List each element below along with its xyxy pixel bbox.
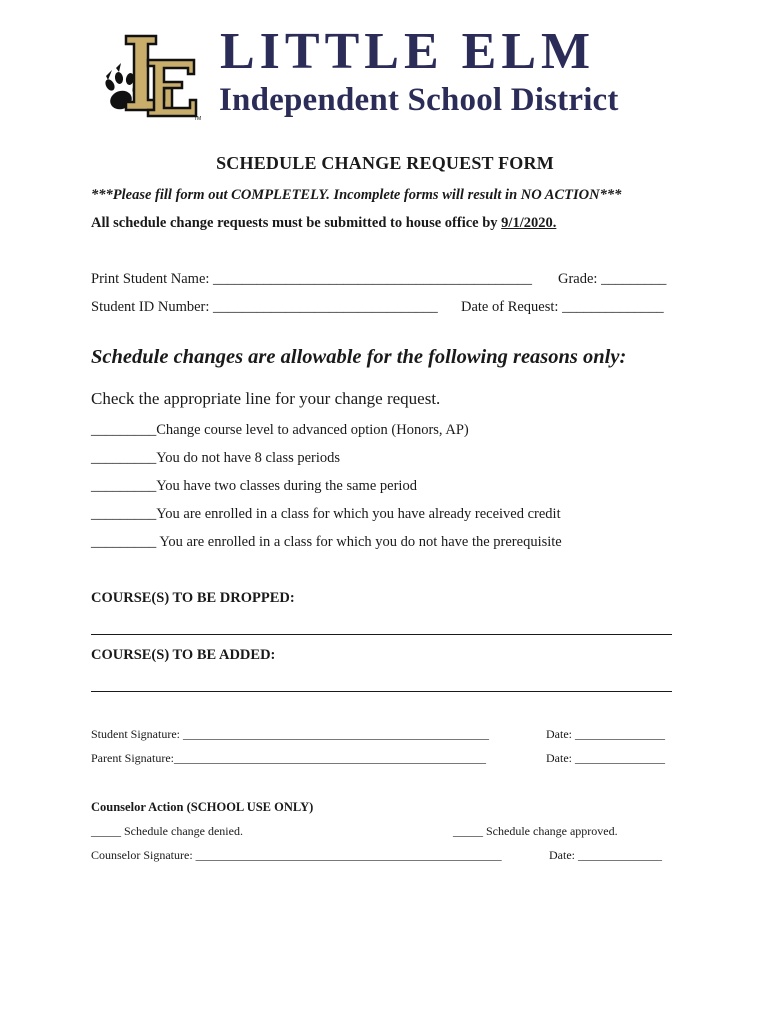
parent-signature-date[interactable]: Date: _______________ xyxy=(546,751,665,765)
district-name: LITTLE ELM xyxy=(220,23,596,80)
check-instruction: Check the appropriate line for your change request. xyxy=(91,389,441,408)
reason-option-already-credited[interactable]: _________You are enrolled in a class for which you have already received credit xyxy=(91,506,561,522)
change-denied-option[interactable]: _____ Schedule change denied. xyxy=(91,824,243,838)
reason-option-advanced-level[interactable]: _________Change course level to advanced option (Honors, AP) xyxy=(91,422,469,438)
counselor-action-heading: Counselor Action (SCHOOL USE ONLY) xyxy=(91,800,314,814)
deadline-prefix: All schedule change requests must be submitted to house office by xyxy=(91,215,502,231)
courses-dropped-label: COURSE(S) TO BE DROPPED: xyxy=(91,590,295,606)
courses-added-label: COURSE(S) TO BE ADDED: xyxy=(91,647,276,663)
counselor-signature-date[interactable]: Date: ______________ xyxy=(549,848,662,862)
student-id-field[interactable]: Student ID Number: _______________________________ xyxy=(91,299,438,315)
deadline-date: 9/1/2020. xyxy=(501,215,557,231)
parent-signature-field[interactable]: Parent Signature:____________________________________________________ xyxy=(91,751,486,765)
courses-dropped-line[interactable] xyxy=(91,634,672,635)
reason-option-no-prerequisite[interactable]: _________ You are enrolled in a class for which you do not have the prerequisite xyxy=(91,534,562,550)
completion-instruction: ***Please fill form out COMPLETELY. Incomplete forms will result in NO ACTION*** xyxy=(91,187,622,203)
student-signature-date[interactable]: Date: _______________ xyxy=(546,727,665,741)
date-of-request-field[interactable]: Date of Request: ______________ xyxy=(461,299,664,315)
counselor-signature-field[interactable]: Counselor Signature: ___________________________________________________ xyxy=(91,848,502,862)
courses-added-line[interactable] xyxy=(91,691,672,692)
district-logo xyxy=(104,30,204,122)
reason-option-missing-periods[interactable]: _________You do not have 8 class periods xyxy=(91,450,341,466)
student-name-field[interactable]: Print Student Name: ____________________________________________ xyxy=(91,271,533,287)
district-subtitle: Independent School District xyxy=(219,82,619,118)
deadline-notice xyxy=(91,215,556,232)
form-title: SCHEDULE CHANGE REQUEST FORM xyxy=(216,153,554,173)
logo-letter-e xyxy=(148,60,196,116)
logo-trademark: TM xyxy=(194,116,202,122)
reason-option-double-booked[interactable]: _________You have two classes during the same period xyxy=(91,478,417,494)
reasons-heading: Schedule changes are allowable for the following reasons only: xyxy=(91,346,627,368)
grade-field[interactable]: Grade: _________ xyxy=(558,271,667,287)
change-approved-option[interactable]: _____ Schedule change approved. xyxy=(453,824,618,838)
student-signature-field[interactable]: Student Signature: ___________________________________________________ xyxy=(91,727,489,741)
